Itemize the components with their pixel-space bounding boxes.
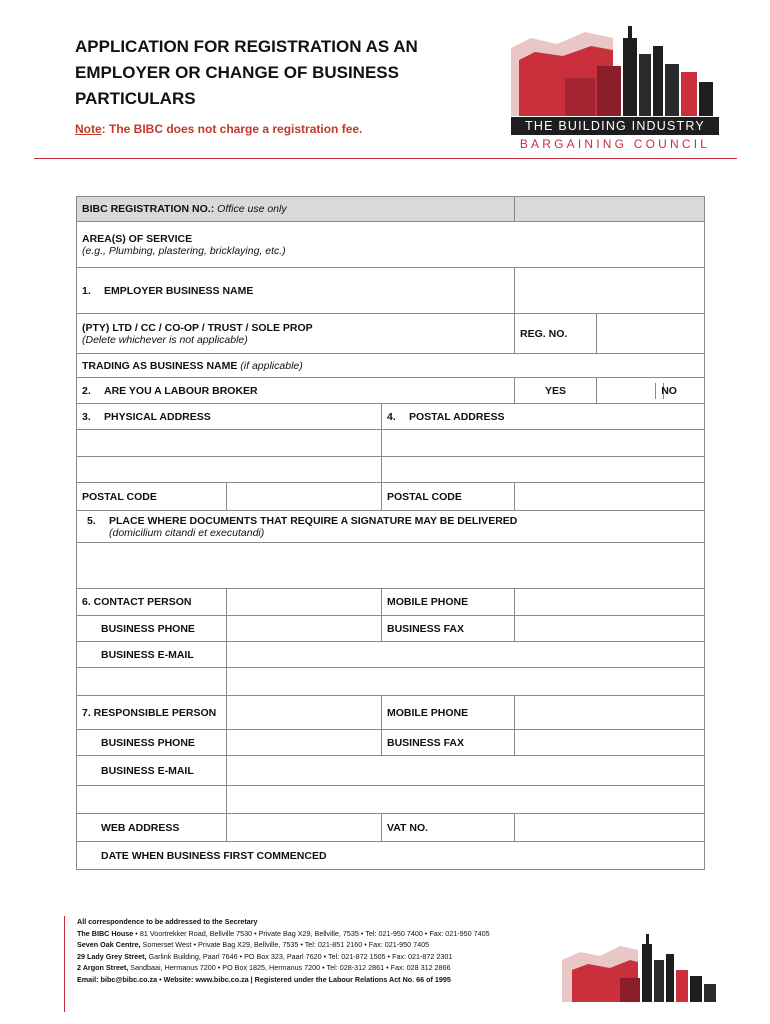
row-business-phone-1	[77, 616, 705, 642]
row-date-commenced	[77, 842, 705, 870]
row-areas	[77, 222, 705, 268]
reg-no-field[interactable]	[597, 314, 705, 354]
physical-postal-code-label: POSTAL CODE	[77, 483, 227, 511]
row-employer-name	[77, 268, 705, 314]
row-blank-2	[77, 786, 705, 814]
row-responsible-person	[77, 696, 705, 730]
row-business-phone-2	[77, 730, 705, 756]
domicilium-label: 5. PLACE WHERE DOCUMENTS THAT REQUIRE A SIGNATURE MAY BE DELIVERED (domicilium citandi et executandi)	[77, 511, 705, 543]
footer-line-4: 2 Argon Street, Sandbaai, Hermanus 7200 • PO Box 1825, Hermanus 7200 • Tel: 028-312 2861 • Fax: 028 312 2866	[77, 963, 451, 973]
blank-field-1[interactable]	[227, 668, 705, 696]
fee-note	[75, 122, 362, 136]
blank-field-2[interactable]	[227, 786, 705, 814]
contact-person-field[interactable]	[227, 589, 382, 616]
row-address-headers	[77, 404, 705, 430]
no-label: NO	[656, 383, 664, 399]
row-domicilium-field	[77, 543, 705, 589]
postal-address-line-2[interactable]	[382, 457, 705, 483]
note-text: : The BIBC does not charge a registration fee.	[101, 122, 363, 136]
row-address-2	[77, 457, 705, 483]
footer-line-5: Email: bibc@bibc.co.za • Website: www.bibc.co.za | Registered under the Labour Relations Act No. 66 of 1995	[77, 974, 451, 984]
title-line-1: APPLICATION FOR REGISTRATION AS AN	[75, 37, 418, 56]
postal-postal-code-field[interactable]	[515, 483, 705, 511]
row-trading-as	[77, 354, 705, 378]
vat-no-field[interactable]	[515, 814, 705, 842]
row-business-email-2	[77, 756, 705, 786]
blank-label-2	[77, 786, 227, 814]
domicilium-field[interactable]	[77, 543, 705, 589]
reg-no-label: REG. NO.	[515, 314, 597, 354]
row-web-vat	[77, 814, 705, 842]
responsible-person-label: 7. RESPONSIBLE PERSON	[77, 696, 227, 730]
mobile-phone-field-1[interactable]	[515, 589, 705, 616]
header-divider	[34, 158, 737, 159]
row-bibc-reg	[77, 197, 705, 222]
registration-form	[76, 196, 705, 870]
footer-line-1: The BIBC House • 81 Voortrekker Road, Bellville 7530 • Private Bag X29, Bellville, 7535 • Tel: 021-950 7400 • Fax: 021-950 7405	[77, 928, 490, 938]
row-domicilium	[77, 511, 705, 543]
footer-line-0: All correspondence to be addressed to the Secretary	[77, 917, 258, 926]
footer-skyline-icon	[560, 930, 720, 1002]
row-labour-broker	[77, 378, 705, 404]
vat-no-label: VAT NO.	[382, 814, 515, 842]
postal-address-label: 4. POSTAL ADDRESS	[382, 404, 705, 430]
postal-address-line-1[interactable]	[382, 430, 705, 457]
responsible-person-field[interactable]	[227, 696, 382, 730]
mobile-phone-field-2[interactable]	[515, 696, 705, 730]
business-email-label-1: BUSINESS E-MAIL	[77, 642, 227, 668]
postal-postal-code-label: POSTAL CODE	[382, 483, 515, 511]
areas-label: AREA(S) OF SERVICE	[82, 232, 193, 245]
contact-person-label: 6. CONTACT PERSON	[77, 589, 227, 616]
business-fax-label-2: BUSINESS FAX	[382, 730, 515, 756]
areas-hint: (e.g., Plumbing, plastering, bricklaying, etc.)	[82, 244, 286, 257]
web-address-label: WEB ADDRESS	[77, 814, 227, 842]
yes-checkbox[interactable]	[597, 378, 705, 404]
yes-no-split	[597, 383, 704, 399]
footer-line-2: Seven Oak Centre, Somerset West • Private Bag X29, Bellville, 7535 • Tel: 021-851 2160 • Fax: 021-950 7405	[77, 940, 430, 950]
bibc-reg-field	[515, 197, 705, 222]
business-email-label-2: BUSINESS E-MAIL	[77, 756, 227, 786]
business-email-field-1[interactable]	[227, 642, 705, 668]
business-fax-field-1[interactable]	[515, 616, 705, 642]
footer-contact	[64, 916, 567, 1012]
business-email-field-2[interactable]	[227, 756, 705, 786]
physical-address-line-1[interactable]	[77, 430, 382, 457]
logo-line-1: THE BUILDING INDUSTRY	[511, 117, 719, 135]
yes-label: YES	[515, 378, 597, 404]
areas-of-service-field[interactable]	[77, 222, 705, 268]
physical-postal-code-field[interactable]	[227, 483, 382, 511]
note-label: Note	[75, 122, 102, 136]
blank-label-1	[77, 668, 227, 696]
bibc-logo	[505, 20, 720, 151]
business-phone-field-1[interactable]	[227, 616, 382, 642]
row-blank-1	[77, 668, 705, 696]
trading-as-field[interactable]: TRADING AS BUSINESS NAME (if applicable)	[77, 354, 705, 378]
employer-name-field[interactable]	[515, 268, 705, 314]
entity-type-field[interactable]	[77, 314, 515, 354]
business-fax-field-2[interactable]	[515, 730, 705, 756]
footer-line-3: 29 Lady Grey Street, Garlink Building, Paarl 7646 • PO Box 323, Paarl 7620 • Tel: 021-872 1505 • Fax: 021-872 2301	[77, 951, 453, 961]
title-line-3: PARTICULARS	[75, 89, 196, 108]
title-line-2: EMPLOYER OR CHANGE OF BUSINESS	[75, 63, 399, 82]
row-address-1	[77, 430, 705, 457]
employer-name-label: 1. EMPLOYER BUSINESS NAME	[77, 268, 515, 314]
date-commenced-field[interactable]: DATE WHEN BUSINESS FIRST COMMENCED	[77, 842, 705, 870]
row-business-email-1	[77, 642, 705, 668]
yes-box[interactable]	[597, 383, 656, 399]
web-address-field[interactable]	[227, 814, 382, 842]
business-phone-label-1: BUSINESS PHONE	[77, 616, 227, 642]
entity-hint: (Delete whichever is not applicable)	[82, 333, 248, 346]
physical-address-line-2[interactable]	[77, 457, 382, 483]
row-postal-codes	[77, 483, 705, 511]
entity-label: (PTY) LTD / CC / CO-OP / TRUST / SOLE PROP	[82, 321, 313, 334]
business-fax-label-1: BUSINESS FAX	[382, 616, 515, 642]
business-phone-label-2: BUSINESS PHONE	[77, 730, 227, 756]
mobile-phone-label-2: MOBILE PHONE	[382, 696, 515, 730]
mobile-phone-label-1: MOBILE PHONE	[382, 589, 515, 616]
page-title	[75, 34, 495, 112]
business-phone-field-2[interactable]	[227, 730, 382, 756]
logo-line-2: BARGAINING COUNCIL	[519, 137, 711, 151]
row-entity-type	[77, 314, 705, 354]
labour-broker-label: 2. ARE YOU A LABOUR BROKER	[77, 378, 515, 404]
row-contact-person	[77, 589, 705, 616]
bibc-reg-label: BIBC REGISTRATION NO.: Office use only	[77, 197, 515, 222]
physical-address-label: 3. PHYSICAL ADDRESS	[77, 404, 382, 430]
skyline-icon	[505, 20, 720, 120]
